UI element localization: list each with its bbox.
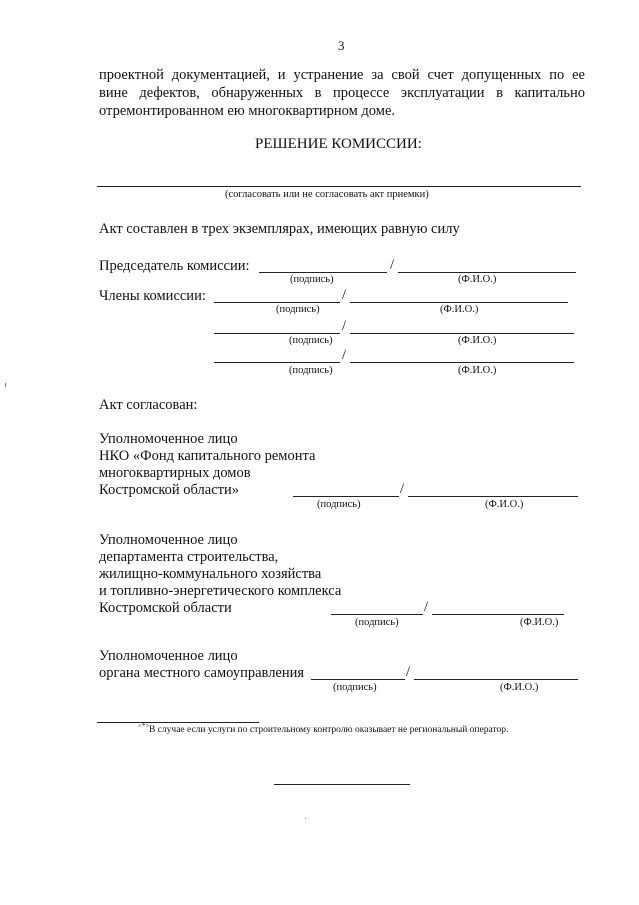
local-line-1: Уполномоченное лицо bbox=[99, 648, 238, 664]
member1-name-line[interactable] bbox=[350, 302, 568, 303]
chairman-slash: / bbox=[390, 257, 395, 273]
intro-line-2: вине дефектов, обнаруженных в процессе эксплуатации в капитально bbox=[99, 85, 585, 101]
department-slash: / bbox=[424, 599, 429, 615]
scan-speck bbox=[5, 383, 6, 387]
member1-signature-caption: (подпись) bbox=[276, 304, 320, 315]
fund-line-1: Уполномоченное лицо bbox=[99, 431, 238, 447]
footnote-separator bbox=[97, 722, 259, 723]
local-line-2: органа местного самоуправления bbox=[99, 665, 305, 681]
member3-name-caption: (Ф.И.О.) bbox=[458, 365, 497, 376]
chairman-label: Председатель комиссии: bbox=[99, 258, 250, 274]
local-name-line[interactable] bbox=[414, 679, 578, 680]
member3-signature-caption: (подпись) bbox=[289, 365, 333, 376]
member2-signature-caption: (подпись) bbox=[289, 335, 333, 346]
scan-speck bbox=[305, 818, 306, 819]
chairman-signature-line[interactable] bbox=[259, 272, 387, 273]
department-name-line[interactable] bbox=[432, 614, 564, 615]
fund-line-2: НКО «Фонд капитального ремонта bbox=[99, 448, 316, 464]
decision-hint: (согласовать или не согласовать акт приемки) bbox=[225, 189, 429, 200]
member3-slash: / bbox=[342, 347, 347, 363]
decision-line bbox=[97, 186, 581, 187]
local-signature-caption: (подпись) bbox=[333, 682, 377, 693]
fund-slash: / bbox=[400, 481, 405, 497]
fund-signature-caption: (подпись) bbox=[317, 499, 361, 510]
fund-name-caption: (Ф.И.О.) bbox=[485, 499, 524, 510]
chairman-name-caption: (Ф.И.О.) bbox=[458, 274, 497, 285]
member1-slash: / bbox=[342, 287, 347, 303]
members-label: Члены комиссии: bbox=[99, 288, 206, 304]
department-signature-caption: (подпись) bbox=[355, 617, 399, 628]
department-line-4: и топливно-энергетического комплекса bbox=[99, 583, 342, 599]
agreed-label: Акт согласован: bbox=[99, 397, 198, 413]
intro-line-3: отремонтированном ею многоквартирном доме. bbox=[99, 103, 396, 119]
fund-signature-line[interactable] bbox=[293, 496, 399, 497]
page-number: 3 bbox=[338, 38, 345, 53]
decision-heading: РЕШЕНИЕ КОМИССИИ: bbox=[255, 136, 422, 152]
department-line-5: Костромской области bbox=[99, 600, 232, 616]
local-slash: / bbox=[406, 664, 411, 680]
member3-name-line[interactable] bbox=[350, 362, 574, 363]
footnote-marker: <*> bbox=[138, 722, 150, 730]
department-name-caption: (Ф.И.О.) bbox=[520, 617, 559, 628]
fund-line-3: многоквартирных домов bbox=[99, 465, 251, 481]
member1-name-caption: (Ф.И.О.) bbox=[440, 304, 479, 315]
intro-line-1: проектной документацией, и устранение за свой счет допущенных по ее bbox=[99, 67, 585, 83]
department-line-2: департамента строительства, bbox=[99, 549, 279, 565]
fund-line-4: Костромской области» bbox=[99, 482, 240, 498]
local-signature-line[interactable] bbox=[311, 679, 405, 680]
chairman-signature-caption: (подпись) bbox=[290, 274, 334, 285]
member1-signature-line[interactable] bbox=[214, 302, 340, 303]
member3-signature-line[interactable] bbox=[214, 362, 340, 363]
member2-name-line[interactable] bbox=[350, 333, 574, 334]
member2-signature-line[interactable] bbox=[214, 333, 340, 334]
department-signature-line[interactable] bbox=[331, 614, 423, 615]
fund-name-line[interactable] bbox=[408, 496, 578, 497]
member2-slash: / bbox=[342, 318, 347, 334]
local-name-caption: (Ф.И.О.) bbox=[500, 682, 539, 693]
chairman-name-line[interactable] bbox=[398, 272, 576, 273]
department-line-1: Уполномоченное лицо bbox=[99, 532, 238, 548]
member2-name-caption: (Ф.И.О.) bbox=[458, 335, 497, 346]
footnote-text: В случае если услуги по строительному контролю оказывает не региональный оператор. bbox=[149, 725, 509, 735]
department-line-3: жилищно-коммунального хозяйства bbox=[99, 566, 322, 582]
closing-line bbox=[274, 784, 410, 785]
copies-note: Акт составлен в трех экземплярах, имеющих равную силу bbox=[99, 221, 460, 237]
